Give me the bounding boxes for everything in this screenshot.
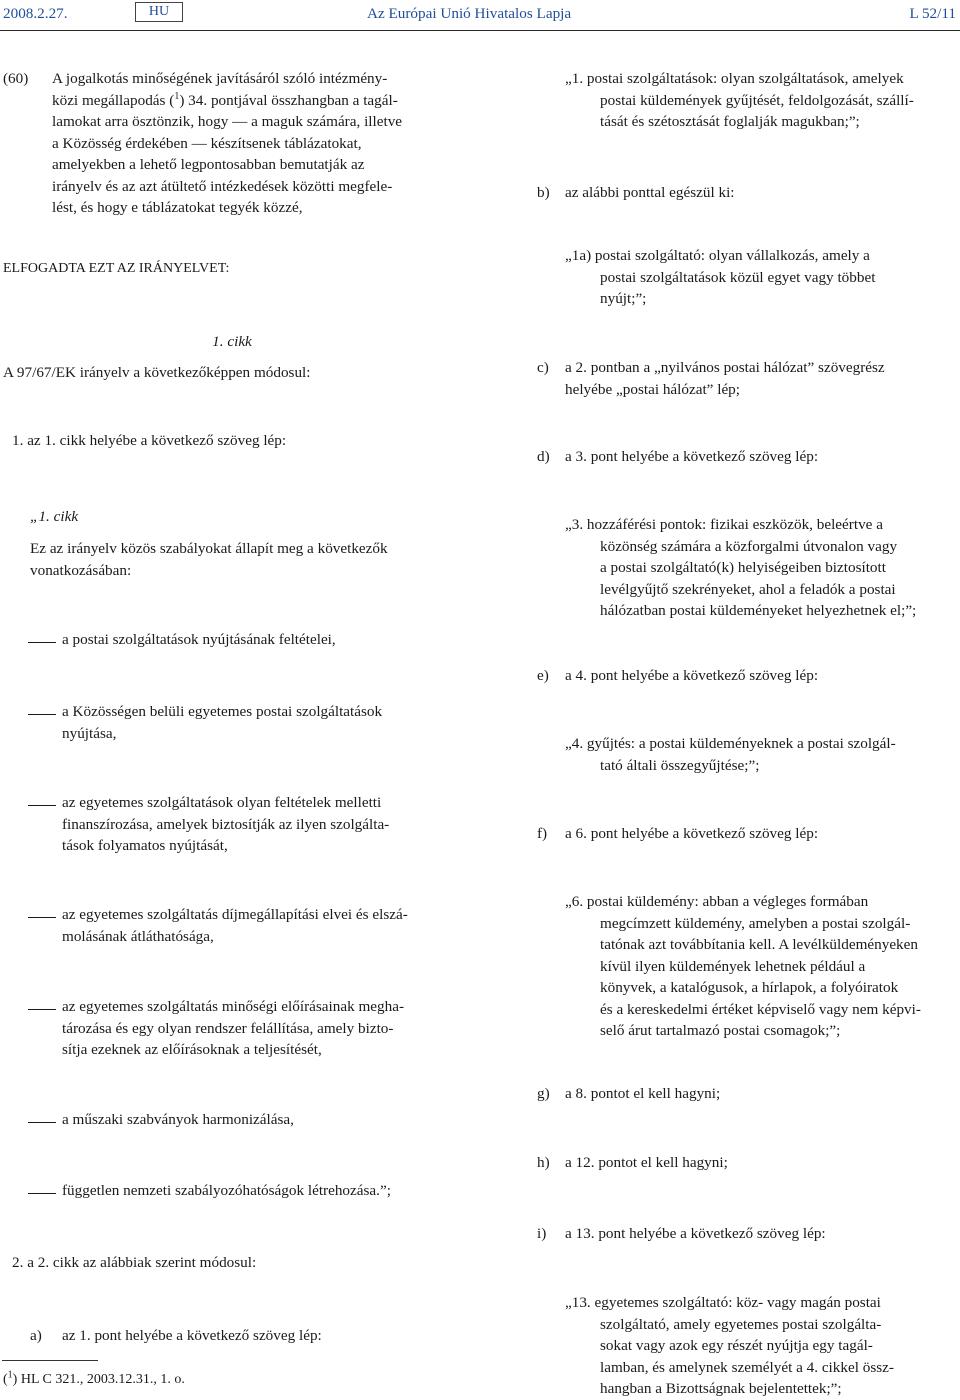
- dash-item-1: a postai szolgáltatások nyújtásának feltételei,: [62, 631, 336, 648]
- journal-title: Az Európai Unió Hivatalos Lapja: [367, 5, 572, 22]
- item-d-label: d): [537, 448, 550, 465]
- item-e-label: e): [537, 667, 549, 684]
- dash-marker: [28, 1193, 56, 1194]
- language-badge: HU: [135, 2, 183, 22]
- dash-marker: [28, 1009, 56, 1010]
- item-b: az alábbi ponttal egészül ki:: [565, 184, 735, 201]
- dash-marker: [28, 714, 56, 715]
- item-1: 1. az 1. cikk helyébe a következő szöveg lép:: [12, 432, 287, 449]
- dash-item-3: az egyetemes szolgáltatások olyan feltételek melletti finanszírozása, amelyek biztosítják az ilyen szolgálta- tások folyamatos nyújtását,: [62, 794, 390, 854]
- definition-4: „4. gyűjtés: a postai küldeményeknek a postai szolgál- tató általi összegyűjtése;”;: [565, 735, 896, 774]
- item-a: az 1. pont helyébe a következő szöveg lép:: [62, 1327, 322, 1344]
- item-a-label: a): [30, 1327, 42, 1344]
- page-number: L 52/11: [909, 5, 956, 22]
- dash-item-7: független nemzeti szabályozóhatóságok létrehozása.”;: [62, 1182, 391, 1199]
- item-d: a 3. pont helyébe a következő szöveg lép:: [565, 448, 819, 465]
- item-g: a 8. pontot el kell hagyni;: [565, 1085, 721, 1102]
- item-2: 2. a 2. cikk az alábbiak szerint módosul:: [12, 1254, 257, 1271]
- quoted-article-heading: „1. cikk: [30, 508, 79, 525]
- dash-marker: [28, 917, 56, 918]
- definition-1: „1. postai szolgáltatások: olyan szolgáltatások, amelyek postai küldemények gyűjtését, feldolgozását, szállí- tását és szétosztását foglalják magukban;”;: [565, 70, 914, 130]
- dash-item-4: az egyetemes szolgáltatás díjmegállapítási elvei és elszá- molásának átláthatósága,: [62, 906, 408, 945]
- item-f-label: f): [537, 825, 548, 842]
- item-e: a 4. pont helyébe a következő szöveg lép:: [565, 667, 819, 684]
- adopted-heading: ELFOGADTA EZT AZ IRÁNYELVET:: [3, 261, 230, 276]
- scope-text: Ez az irányelv közös szabályokat állapít meg a következők vonatkozásában:: [30, 540, 388, 579]
- footnote-rule: [2, 1360, 98, 1361]
- item-h-label: h): [537, 1154, 550, 1171]
- dash-marker: [28, 805, 56, 806]
- recital-text: A jogalkotás minőségének javításáról szóló intézmény- közi megállapodás ($^1$) 34. pontjával összhangban a tagál- lamokat arra ösztönzik, hogy — a maguk számára, illetve a Közösség érdekében — készítsenek táblázatokat, amelyekben a lehető legpontosabban bemutatják az irányelv és az azt átültető intézkedések közötti megfele- lést, és hogy e táblázatokat tegyék közzé,: [52, 70, 403, 216]
- footnote: ($^1$) HL C 321., 2003.12.31., 1. o.: [3, 1369, 185, 1387]
- dash-item-2: a Közösségen belüli egyetemes postai szolgáltatások nyújtása,: [62, 703, 383, 742]
- recital-number: (60): [3, 70, 29, 87]
- item-h: a 12. pontot el kell hagyni;: [565, 1154, 728, 1171]
- page-header: [0, 0, 960, 26]
- definition-1a: „1a) postai szolgáltató: olyan vállalkozás, amely a postai szolgáltatások közül egyet vagy többet nyújt;”;: [565, 247, 876, 307]
- dash-marker: [28, 642, 56, 643]
- dash-item-6: a műszaki szabványok harmonizálása,: [62, 1111, 294, 1128]
- item-f: a 6. pont helyébe a következő szöveg lép:: [565, 825, 819, 842]
- item-c: a 2. pontban a „nyilvános postai hálózat” szövegrész helyébe „postai hálózat” lép;: [565, 359, 885, 398]
- header-date: 2008.2.27.: [3, 5, 68, 22]
- item-b-label: b): [537, 184, 550, 201]
- amend-intro: A 97/67/EK irányelv a következőképpen módosul:: [3, 364, 311, 381]
- footnote-ref: 1: [174, 90, 180, 102]
- item-i: a 13. pont helyébe a következő szöveg lép:: [565, 1225, 826, 1242]
- dash-item-5: az egyetemes szolgáltatás minőségi előírásainak megha- tározása és egy olyan rendszer felállítása, amely bizto- sítja ezeknek az előírásoknak a teljesítését,: [62, 998, 405, 1058]
- item-c-label: c): [537, 359, 549, 376]
- header-rule: [0, 30, 960, 31]
- article-heading: 1. cikk: [212, 333, 252, 350]
- dash-marker: [28, 1122, 56, 1123]
- item-g-label: g): [537, 1085, 550, 1102]
- definition-13: „13. egyetemes szolgáltató: köz- vagy magán postai szolgáltató, amely egyetemes postai szolgálta- sokat vagy azok egy részét nyújtja egy tagál- lamban, és amelynek személyét a 4. cikkel össz- hangban a Bizottságnak bejelentettek;”;: [565, 1294, 894, 1397]
- definition-6: „6. postai küldemény: abban a végleges formában megcímzett küldemény, amelyben a postai szolgál- tatónak azt továbbítania kell. A levélküldeményeken kívül ilyen küldemények lehetnek például a könyvek, a katalógusok, a hírlapok, a folyóiratok és a kereskedelmi értéket képviselő vagy nem képvi- selő árut tartalmazó postai csomagok;”;: [565, 893, 921, 1039]
- definition-3: „3. hozzáférési pontok: fizikai eszközök, beleértve a közönség számára a közforgalmi útvonalon vagy a postai szolgáltató(k) helyiségeiben biztosított levélgyűjtő szekrényeket, ahol a feladók a postai hálózatban postai küldeményeket helyezhetnek el;”;: [565, 516, 917, 619]
- item-i-label: i): [537, 1225, 547, 1242]
